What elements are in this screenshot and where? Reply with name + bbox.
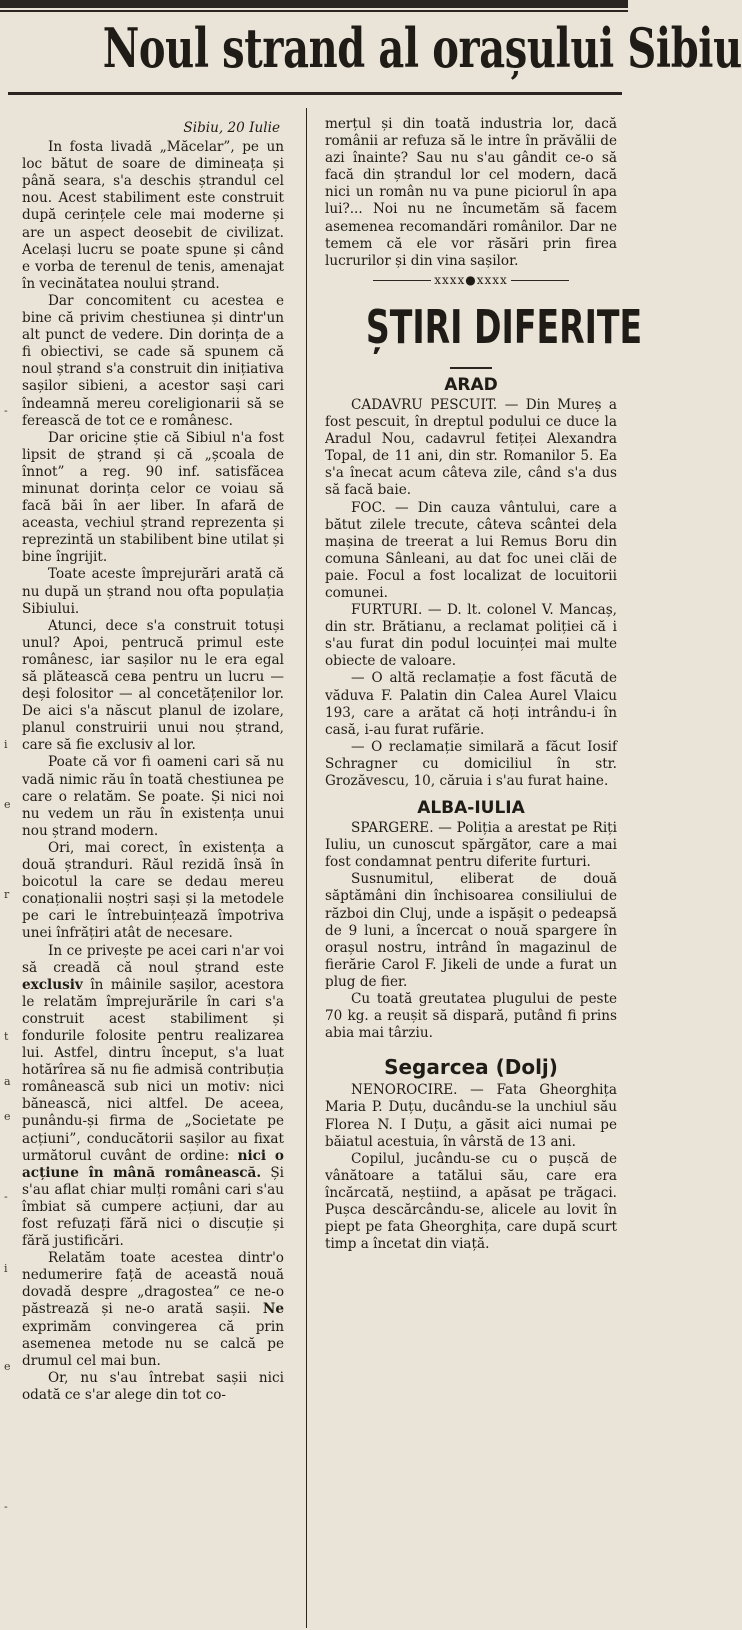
article-paragraph: In fosta livadă „Măcelar”, pe un loc bătut de soare de dimineața și până seara, s'a deschis ștrandul cel nou. Acest stabiliment este construit după cerințele cele mai moderne și are un aspect deosebit de civilizat. Același lucru se poate spune și când e vorba de terenul de tenis, amenajat în vecinătatea noului ștrand.	[22, 139, 284, 292]
margin-fragment: i	[4, 738, 8, 751]
news-item	[325, 397, 617, 500]
news-lead: —	[351, 670, 365, 687]
text-run: Relatăm toate acestea dintr'o nedumerire față de această nouă dovadă despre „dragostea” ce ne-o păstrează și ne-o arată sașii.	[22, 1250, 284, 1318]
news-text: Din cauza vântului, care a bătut zilele trecute, câteva scântei dela mașina de treerat a lui Remus Boru din comuna Sânleani, au dat foc unei clăi de paie. Focul a fost localizat de locuitorii comunei.	[325, 499, 618, 601]
news-text: Susnumitul, eliberat de două săptămâni din închisoarea consiliului de război din Cluj, unde a ispășit o pedeapsă de 9 luni, a încercat o nouă spargere în orașul nostru, intrând în magazinul de fierărie Carol F. Jikeli de unde a furat un plug de fier.	[325, 871, 617, 990]
margin-fragment: i	[4, 1262, 8, 1275]
news-item	[325, 739, 617, 790]
top-border	[0, 0, 628, 8]
city-heading: ALBA-IULIA	[417, 798, 525, 819]
bold-run: nici o acțiune în mână românească.	[22, 1147, 285, 1181]
margin-fragment: e	[4, 1360, 11, 1373]
news-lead: FURTURI. —	[351, 602, 442, 619]
text-run: în mâinile sașilor, acestora le relatăm împrejurările în cari s'a construit acest stabiliment și fondurile folosite pentru realizarea lui. Astfel, dintru început, s'a luat hotărîrea să nu fie admisă contribuția românească sub nici un motiv: nici bănească, nici altfel. De aceea, punându-și firma de „Societate pe acțiuni”, conducătorii sașilor au fixat următorul cuvânt de ordine:	[22, 976, 285, 1164]
news-text: Cu toată greutatea plugului de peste 70 kg. a reușit să dispară, putând fi prins abia mai târziu.	[325, 991, 617, 1042]
news-lead: FOC. —	[351, 499, 409, 516]
news-item	[325, 871, 617, 991]
news-text: Copilul, jucându-se cu o pușcă de vânătoare a tatălui său, care era încărcată, neștiind, a apăsat pe trăgaci. Pușca descărcându-se, alicele au lovit în piept pe fata Gheorghița, care după scurt timp a încetat din viață.	[325, 1150, 617, 1253]
section-title: ȘTIRI DIFERITE	[365, 299, 643, 354]
margin-fragment: t	[4, 1030, 9, 1043]
right-column	[325, 116, 643, 1253]
margin-fragment: -	[4, 1190, 8, 1203]
article-paragraph: Dar concomitent cu acestea e bine că privim chestiunea și dintr'un alt punct de vedere. Din dorința de a fi obiectivi, se cade să spunem că noul ștrand s'a construit din inițiativa sașilor sibieni, a acestor sași cari îndeamnă mereu coreligionarii să se ferească de tot ce e românesc.	[22, 292, 284, 429]
news-item	[325, 1151, 617, 1254]
article-paragraph	[22, 943, 284, 1251]
margin-fragment: -	[4, 404, 8, 417]
margin-fragment: -	[4, 1500, 8, 1513]
news-lead: —	[351, 738, 365, 755]
article-paragraph: Ori, mai corect, în existența a două ștranduri. Răul rezidă însă în boicotul la care se dedau mereu conaționalii noștri sași și la metodele pe cari le întrebuințează împotriva unei înfrățiri atât de necesare.	[22, 839, 284, 942]
text-run: In ce privește pe acei cari n'ar voi să creadă că noul ștrand este	[22, 942, 284, 976]
left-margin-fragments	[0, 0, 14, 1630]
article-paragraph: Poate că vor fi oameni cari să nu vadă nimic rău în toată chestiunea pe care o relatăm. Se poate. Și nici noi nu vedem un rău în existența unui nou ștrand modern.	[22, 754, 284, 839]
text-run: exprimăm convingerea că prin asemenea metode nu se calcă pe drumul cel mai bun.	[22, 1318, 284, 1369]
news-item	[325, 820, 617, 871]
margin-fragment: e	[4, 1110, 11, 1123]
news-text: Din Mureș a fost pescuit, în dreptul podului ce duce la Aradul Nou, cadavrul fetiței Alexandra Topal, de 11 ani, din str. Romanilor 5. Ea s'a înecat acum câteva zile, când s'a dus să facă baie.	[325, 396, 617, 499]
news-item	[325, 991, 617, 1042]
news-lead: CADAVRU PESCUIT. —	[351, 396, 519, 413]
headline: Noul strand al orașului Sibiu	[102, 16, 742, 80]
news-text: D. lt. colonel V. Mancaș, din str. Brătianu, a reclamat poliției că i s'au furat din podul locuinței mai multe obiecte de valoare.	[325, 602, 618, 670]
news-text: O altă reclamație a fost făcută de văduva F. Palatin din Calea Aurel Vlaicu 193, care a arătat că hoți intrându-i în casă, i-au furat rufărie.	[325, 670, 617, 738]
news-lead: SPARGERE. —	[351, 820, 452, 837]
margin-fragment: r	[4, 888, 10, 901]
news-item	[325, 602, 617, 670]
city-heading: Segarcea (Dolj)	[384, 1055, 558, 1080]
bold-run: Ne	[262, 1301, 284, 1318]
bold-run: exclusiv	[22, 976, 83, 993]
top-rule	[0, 10, 628, 12]
text-run: Și s'au aflat chiar mulți români cari s'au îmbiat să cumpere acțiuni, dar au fost refuzați fără nici o discuție și fără justificări.	[22, 1164, 284, 1250]
separator: xxxx●xxxx	[325, 272, 617, 289]
article-paragraph: Or, nu s'au întrebat sașii nici odată ce s'ar alege din tot co-	[22, 1369, 284, 1403]
margin-fragment: e	[4, 798, 11, 811]
dateline: Sibiu, 20 Iulie	[183, 120, 280, 136]
news-text: Poliția a arestat pe Riți Iuliu, un cunoscut spărgător, care a mai fost condamnat pentru diferite furturi.	[325, 820, 617, 871]
short-rule	[450, 367, 492, 369]
news-text: Fata Gheorghița Maria P. Duțu, ducându-se la unchiul său Florea N. I Duțu, a găsit aici numai pe băiatul acestuia, în vârstă de 13 ani.	[325, 1082, 618, 1150]
article-left-column	[22, 120, 284, 1404]
article-continuation: merțul și din toată industria lor, dacă românii ar refuza să le intre în prăvălii de azi înainte? Sau nu s'au gândit ce-o să facă din ștrandul lor cel modern, dacă nici un român nu va pune piciorul în apa lui?... Noi nu ne încumetăm să facem asemenea recomandări românilor. Dar ne temem că ele vor răsări prin firea lucrurilor și din vina sașilor.	[325, 116, 617, 269]
column-divider	[306, 108, 307, 1628]
news-item	[325, 500, 617, 603]
headline-rule	[8, 92, 622, 95]
news-item	[325, 1082, 617, 1150]
news-lead: NENOROCIRE. —	[351, 1082, 484, 1099]
news-item	[325, 670, 617, 738]
article-paragraph: Dar oricine știe că Sibiul n'a fost lipsit de ștrand și că „școala de înnot” a reg. 90 inf. satisfăcea minunat dorința celor ce voiau să facă băi în aer liber. In afară de aceasta, vechiul ștrand reprezenta și reprezintă un stabilibent bine utilat și bine îngrijit.	[22, 429, 284, 566]
city-heading: ARAD	[444, 374, 498, 395]
article-paragraph	[22, 1250, 284, 1370]
article-paragraph: Atunci, dece s'a construit totuși unul? Apoi, pentrucă primul este românesc, iar sașilor nu le era egal să plătească cева pentru un lucru — deși folositor — al concetățenilor lor. De aici s'a născut planul de izolare, planul construirii unui nou ștrand, care să fie exclusiv al lor.	[22, 617, 284, 754]
margin-fragment: a	[4, 1075, 11, 1088]
news-text: O reclamație similară a făcut Iosif Schragner cu domiciliul în str. Grozăvescu, 10, căruia i s'au furat haine.	[325, 738, 617, 789]
article-paragraph: Toate aceste împrejurări arată că nu după un ștrand nou ofta populația Sibiului.	[22, 566, 284, 617]
